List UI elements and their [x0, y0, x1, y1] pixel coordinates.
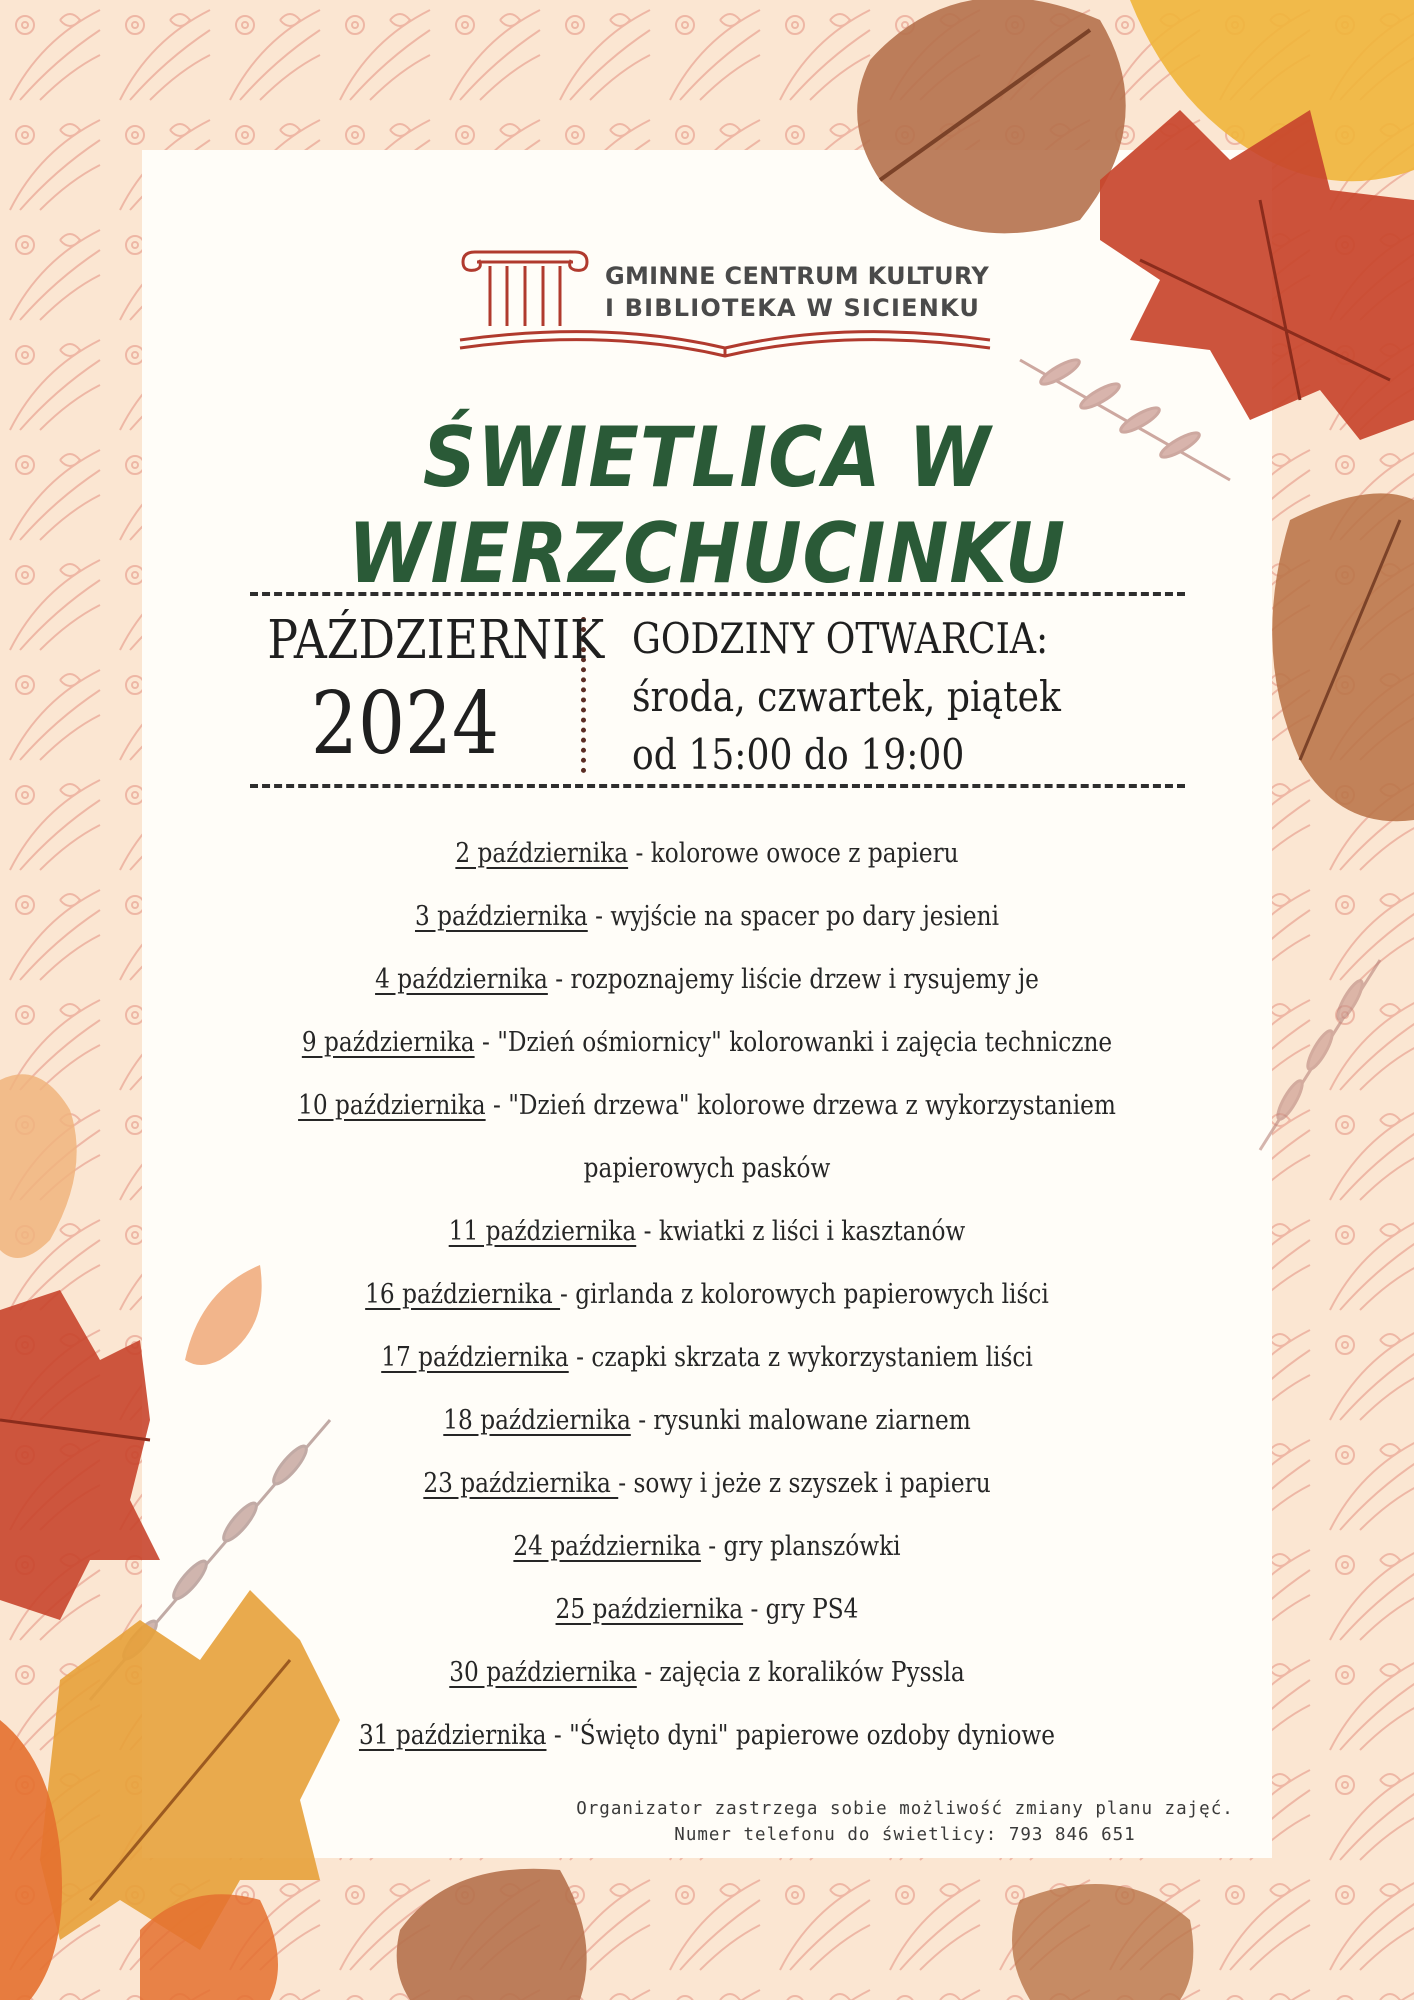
event-date: 10 października [298, 1090, 486, 1121]
event-date: 4 października [375, 964, 548, 995]
list-item [221, 1326, 1193, 1389]
list-item [221, 948, 1193, 1011]
list-item [221, 1389, 1193, 1452]
event-date: 11 października [448, 1216, 637, 1247]
list-item [221, 1011, 1193, 1074]
event-date: 17 października [381, 1342, 569, 1373]
year-label: 2024 [310, 674, 500, 774]
event-desc: - gry PS4 [743, 1594, 859, 1625]
event-date: 3 października [414, 901, 588, 932]
events-list [142, 822, 1272, 1767]
organizer-name [605, 260, 989, 324]
list-item [221, 1452, 1193, 1515]
event-date: 24 października [513, 1531, 701, 1562]
opening-time: od 15:00 do 19:00 [632, 730, 965, 779]
organizer-line-1: GMINNE CENTRUM KULTURY [605, 262, 990, 290]
page-title: ŚWIETLICA W WIERZCHUCINKU [347, 409, 1067, 603]
list-item [221, 1074, 1193, 1137]
top-dashed-divider [250, 592, 1185, 596]
event-date: 31 października [358, 1720, 547, 1751]
list-item [221, 1515, 1193, 1578]
event-desc: - gry planszówki [700, 1531, 901, 1562]
opening-days: środa, czwartek, piątek [632, 672, 1061, 721]
event-desc: - sowy i jeże z szyszek i papieru [618, 1468, 991, 1499]
event-date: 30 października [449, 1657, 637, 1688]
event-desc: - rysunki malowane ziarnem [630, 1405, 971, 1436]
list-item [221, 1137, 1193, 1200]
event-date: 9 października [301, 1027, 475, 1058]
event-desc: - "Dzień ośmiornicy" kolorowanki i zajęcia techniczne [474, 1027, 1113, 1058]
event-desc: - wyjście na spacer po dary jesieni [587, 901, 999, 932]
event-desc: - "Dzień drzewa" kolorowe drzewa z wykorzystaniem [485, 1090, 1116, 1121]
event-desc: - zajęcia z koralików Pyssla [636, 1657, 965, 1688]
list-item [221, 1200, 1193, 1263]
event-desc: - czapki skrzata z wykorzystaniem liści [568, 1342, 1033, 1373]
event-date: 23 października [423, 1468, 619, 1499]
event-date: 18 października [443, 1405, 631, 1436]
opening-hours-label: GODZINY OTWARCIA: [632, 614, 1049, 663]
organizer-line-2: I BIBLIOTEKA W SICIENKU [605, 294, 981, 322]
event-date: 16 października [365, 1279, 561, 1310]
list-item [221, 1263, 1193, 1326]
organizer-notice [560, 1796, 1250, 1848]
event-desc: - girlanda z kolorowych papierowych liści [560, 1279, 1049, 1310]
event-date: 2 października [455, 838, 629, 869]
opening-hours [632, 610, 1061, 784]
notice-line-1: Organizator zastrzega sobie możliwość zmiany planu zajęć. [576, 1799, 1234, 1819]
event-desc: - "Święto dyni" papierowe ozdoby dyniowe [546, 1720, 1056, 1751]
list-item [221, 1641, 1193, 1704]
list-item [221, 822, 1193, 885]
list-item [221, 885, 1193, 948]
event-desc: papierowych pasków [583, 1153, 831, 1184]
bottom-dashed-divider [250, 784, 1185, 788]
event-desc: - kolorowe owoce z papieru [628, 838, 959, 869]
list-item [221, 1704, 1193, 1767]
event-desc: - rozpoznajemy liście drzew i rysujemy je [547, 964, 1039, 995]
list-item [221, 1578, 1193, 1641]
month-label: PAŹDZIERNIK [267, 610, 605, 671]
event-desc: - kwiatki z liści i kasztanów [636, 1216, 966, 1247]
event-date: 25 października [555, 1594, 744, 1625]
phone-number: Numer telefonu do świetlicy: 793 846 651 [674, 1825, 1136, 1845]
